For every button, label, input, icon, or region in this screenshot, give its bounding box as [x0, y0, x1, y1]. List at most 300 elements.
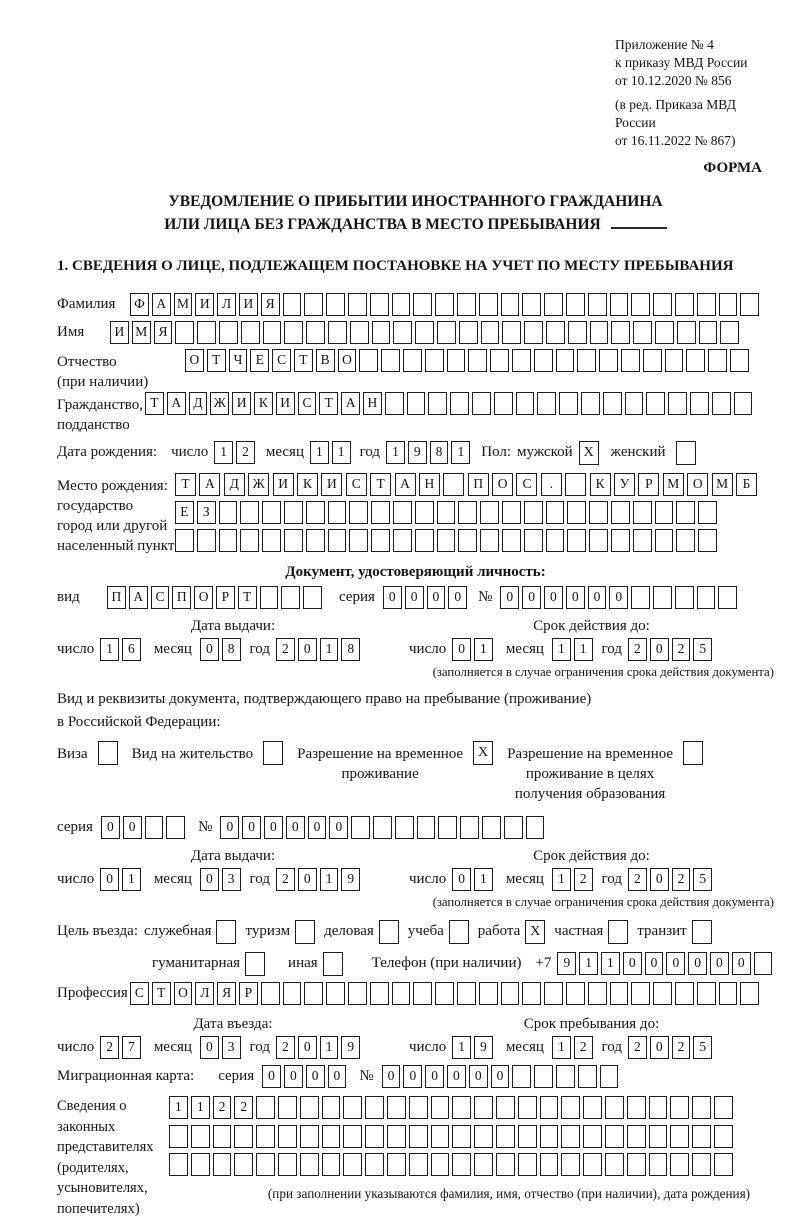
char-cell[interactable]: . [541, 473, 562, 496]
identity-issue-month[interactable] [200, 638, 244, 661]
char-cell[interactable]: Ч [229, 349, 248, 372]
char-cell[interactable]: А [199, 473, 220, 496]
char-cell[interactable] [372, 321, 391, 344]
char-cell[interactable]: Н [363, 392, 382, 415]
char-cell[interactable] [524, 501, 543, 524]
migration-series-field[interactable] [262, 1065, 349, 1088]
char-cell[interactable] [631, 293, 650, 316]
char-cell[interactable]: 0 [688, 952, 707, 975]
char-cell[interactable] [278, 1125, 297, 1148]
char-cell[interactable] [544, 293, 563, 316]
char-cell[interactable]: 2 [574, 868, 593, 891]
char-cell[interactable]: А [167, 392, 186, 415]
identity-valid-day[interactable] [452, 638, 496, 661]
char-cell[interactable]: 1 [574, 638, 593, 661]
char-cell[interactable] [393, 529, 412, 552]
char-cell[interactable]: Р [216, 586, 235, 609]
char-cell[interactable] [437, 501, 456, 524]
char-cell[interactable]: 2 [628, 868, 647, 891]
char-cell[interactable]: И [110, 321, 129, 344]
char-cell[interactable] [459, 321, 478, 344]
char-cell[interactable]: В [316, 349, 335, 372]
char-cell[interactable] [240, 501, 259, 524]
char-cell[interactable]: 0 [262, 1065, 281, 1088]
char-cell[interactable]: М [663, 473, 684, 496]
char-cell[interactable]: Т [370, 473, 391, 496]
char-cell[interactable] [633, 321, 652, 344]
char-cell[interactable]: Н [419, 473, 440, 496]
char-cell[interactable]: М [132, 321, 151, 344]
char-cell[interactable]: А [129, 586, 148, 609]
char-cell[interactable] [740, 293, 759, 316]
char-cell[interactable] [655, 501, 674, 524]
char-cell[interactable] [219, 529, 238, 552]
char-cell[interactable] [387, 1153, 406, 1176]
migration-number-field[interactable] [382, 1065, 622, 1088]
char-cell[interactable] [501, 293, 520, 316]
char-cell[interactable]: 0 [544, 586, 563, 609]
char-cell[interactable]: 0 [623, 952, 642, 975]
char-cell[interactable] [603, 392, 622, 415]
char-cell[interactable] [415, 321, 434, 344]
char-cell[interactable] [578, 1065, 597, 1088]
char-cell[interactable]: 0 [284, 1065, 303, 1088]
char-cell[interactable]: С [151, 586, 170, 609]
patronymic-field[interactable] [185, 349, 752, 372]
char-cell[interactable]: 1 [601, 952, 620, 975]
char-cell[interactable]: 2 [236, 441, 255, 464]
char-cell[interactable] [452, 1153, 471, 1176]
char-cell[interactable]: Т [152, 982, 171, 1005]
char-cell[interactable] [655, 529, 674, 552]
char-cell[interactable] [611, 321, 630, 344]
char-cell[interactable] [234, 1153, 253, 1176]
option-residence-permit-checkbox[interactable] [263, 741, 283, 765]
char-cell[interactable]: 1 [474, 868, 493, 891]
char-cell[interactable] [452, 1125, 471, 1148]
char-cell[interactable] [676, 529, 695, 552]
identity-number-field[interactable] [500, 586, 740, 609]
char-cell[interactable] [565, 473, 586, 496]
char-cell[interactable]: 2 [213, 1096, 232, 1119]
char-cell[interactable] [524, 529, 543, 552]
sex-female-checkbox[interactable] [676, 441, 696, 465]
char-cell[interactable] [304, 982, 323, 1005]
char-cell[interactable]: О [687, 473, 708, 496]
char-cell[interactable]: 1 [100, 638, 119, 661]
char-cell[interactable]: Р [638, 473, 659, 496]
char-cell[interactable] [240, 529, 259, 552]
char-cell[interactable]: 5 [693, 1036, 712, 1059]
char-cell[interactable]: А [152, 293, 171, 316]
char-cell[interactable]: 2 [234, 1096, 253, 1119]
char-cell[interactable]: 0 [710, 952, 729, 975]
char-cell[interactable] [479, 982, 498, 1005]
sex-male-checkbox[interactable]: X [579, 441, 599, 465]
char-cell[interactable] [546, 529, 565, 552]
char-cell[interactable] [625, 392, 644, 415]
char-cell[interactable] [534, 1065, 553, 1088]
char-cell[interactable]: 0 [427, 586, 446, 609]
residence-valid-year[interactable] [628, 868, 715, 891]
char-cell[interactable] [322, 1096, 341, 1119]
char-cell[interactable]: 0 [448, 586, 467, 609]
char-cell[interactable] [692, 1153, 711, 1176]
char-cell[interactable] [262, 501, 281, 524]
char-cell[interactable]: 2 [628, 638, 647, 661]
char-cell[interactable] [234, 1125, 253, 1148]
char-cell[interactable]: 1 [122, 868, 141, 891]
char-cell[interactable]: О [174, 982, 193, 1005]
char-cell[interactable] [556, 349, 575, 372]
char-cell[interactable] [556, 1065, 575, 1088]
char-cell[interactable] [261, 982, 280, 1005]
char-cell[interactable] [754, 952, 773, 975]
identity-issue-day[interactable] [100, 638, 144, 661]
char-cell[interactable]: 1 [386, 441, 405, 464]
char-cell[interactable] [437, 321, 456, 344]
char-cell[interactable] [428, 392, 447, 415]
char-cell[interactable]: 1 [320, 868, 339, 891]
birth-place-row-3[interactable] [175, 529, 760, 552]
char-cell[interactable]: 9 [474, 1036, 493, 1059]
char-cell[interactable] [627, 1153, 646, 1176]
char-cell[interactable] [407, 392, 426, 415]
char-cell[interactable]: 0 [588, 586, 607, 609]
char-cell[interactable]: 2 [672, 638, 691, 661]
char-cell[interactable] [322, 1153, 341, 1176]
char-cell[interactable] [643, 349, 662, 372]
char-cell[interactable] [219, 321, 238, 344]
char-cell[interactable]: 1 [579, 952, 598, 975]
char-cell[interactable] [300, 1153, 319, 1176]
char-cell[interactable] [169, 1153, 188, 1176]
char-cell[interactable] [359, 349, 378, 372]
char-cell[interactable]: 1 [310, 441, 329, 464]
char-cell[interactable]: К [297, 473, 318, 496]
purpose-business-checkbox[interactable] [379, 920, 399, 944]
option-temp-residence-education-checkbox[interactable] [683, 741, 703, 765]
char-cell[interactable] [714, 1096, 733, 1119]
char-cell[interactable] [482, 816, 501, 839]
char-cell[interactable] [343, 1096, 362, 1119]
name-field[interactable] [110, 321, 742, 344]
char-cell[interactable] [256, 1125, 275, 1148]
char-cell[interactable] [708, 349, 727, 372]
char-cell[interactable] [403, 349, 422, 372]
char-cell[interactable] [481, 321, 500, 344]
char-cell[interactable]: Б [736, 473, 757, 496]
char-cell[interactable] [646, 392, 665, 415]
char-cell[interactable] [566, 982, 585, 1005]
char-cell[interactable] [395, 816, 414, 839]
char-cell[interactable]: 0 [452, 638, 471, 661]
char-cell[interactable]: 0 [298, 1036, 317, 1059]
char-cell[interactable]: О [492, 473, 513, 496]
char-cell[interactable] [561, 1096, 580, 1119]
char-cell[interactable] [425, 349, 444, 372]
char-cell[interactable] [692, 1125, 711, 1148]
char-cell[interactable]: 0 [200, 868, 219, 891]
char-cell[interactable]: Я [261, 293, 280, 316]
purpose-study-checkbox[interactable] [449, 920, 469, 944]
char-cell[interactable]: О [194, 586, 213, 609]
char-cell[interactable]: 0 [522, 586, 541, 609]
entry-month[interactable] [200, 1036, 244, 1059]
char-cell[interactable] [524, 321, 543, 344]
char-cell[interactable] [260, 586, 279, 609]
char-cell[interactable] [326, 982, 345, 1005]
char-cell[interactable] [417, 816, 436, 839]
char-cell[interactable] [415, 529, 434, 552]
char-cell[interactable] [413, 982, 432, 1005]
char-cell[interactable] [166, 816, 185, 839]
char-cell[interactable] [283, 982, 302, 1005]
char-cell[interactable]: 0 [452, 868, 471, 891]
char-cell[interactable] [589, 501, 608, 524]
char-cell[interactable] [371, 501, 390, 524]
purpose-transit-checkbox[interactable] [692, 920, 712, 944]
char-cell[interactable]: Ж [210, 392, 229, 415]
char-cell[interactable] [502, 321, 521, 344]
char-cell[interactable]: 0 [609, 586, 628, 609]
char-cell[interactable]: 0 [329, 816, 348, 839]
residence-number-field[interactable] [220, 816, 547, 839]
char-cell[interactable] [588, 982, 607, 1005]
char-cell[interactable]: 1 [191, 1096, 210, 1119]
char-cell[interactable] [175, 321, 194, 344]
char-cell[interactable] [559, 392, 578, 415]
char-cell[interactable] [610, 293, 629, 316]
char-cell[interactable] [169, 1125, 188, 1148]
char-cell[interactable] [633, 529, 652, 552]
char-cell[interactable] [387, 1096, 406, 1119]
char-cell[interactable] [328, 501, 347, 524]
entry-day[interactable] [100, 1036, 144, 1059]
char-cell[interactable]: 9 [341, 1036, 360, 1059]
char-cell[interactable] [714, 1125, 733, 1148]
representatives-row-1[interactable] [169, 1096, 789, 1119]
char-cell[interactable]: 8 [430, 441, 449, 464]
char-cell[interactable]: 2 [672, 1036, 691, 1059]
char-cell[interactable]: 2 [574, 1036, 593, 1059]
residence-series-field[interactable] [101, 816, 188, 839]
char-cell[interactable] [633, 501, 652, 524]
citizenship-field[interactable] [145, 392, 755, 415]
char-cell[interactable] [480, 529, 499, 552]
char-cell[interactable] [431, 1125, 450, 1148]
char-cell[interactable] [546, 321, 565, 344]
char-cell[interactable]: 1 [320, 638, 339, 661]
char-cell[interactable] [718, 586, 737, 609]
char-cell[interactable] [281, 586, 300, 609]
char-cell[interactable]: Т [207, 349, 226, 372]
char-cell[interactable] [677, 321, 696, 344]
char-cell[interactable]: 0 [298, 638, 317, 661]
char-cell[interactable] [343, 1125, 362, 1148]
char-cell[interactable] [392, 982, 411, 1005]
char-cell[interactable] [474, 1096, 493, 1119]
char-cell[interactable] [670, 1153, 689, 1176]
char-cell[interactable] [568, 321, 587, 344]
char-cell[interactable]: Д [189, 392, 208, 415]
char-cell[interactable] [496, 1096, 515, 1119]
char-cell[interactable]: С [272, 349, 291, 372]
char-cell[interactable] [665, 349, 684, 372]
char-cell[interactable]: 0 [425, 1065, 444, 1088]
purpose-official-checkbox[interactable] [216, 920, 236, 944]
char-cell[interactable]: 0 [666, 952, 685, 975]
surname-field[interactable] [130, 293, 762, 316]
char-cell[interactable]: З [197, 501, 216, 524]
char-cell[interactable] [581, 392, 600, 415]
char-cell[interactable]: П [172, 586, 191, 609]
char-cell[interactable] [349, 501, 368, 524]
char-cell[interactable] [590, 321, 609, 344]
char-cell[interactable] [191, 1153, 210, 1176]
birth-day-field[interactable] [214, 441, 258, 464]
char-cell[interactable] [348, 293, 367, 316]
char-cell[interactable]: 0 [101, 816, 120, 839]
char-cell[interactable]: С [346, 473, 367, 496]
char-cell[interactable] [370, 293, 389, 316]
identity-valid-year[interactable] [628, 638, 715, 661]
residence-valid-month[interactable] [552, 868, 596, 891]
char-cell[interactable]: 1 [474, 638, 493, 661]
char-cell[interactable] [653, 982, 672, 1005]
char-cell[interactable]: 0 [100, 868, 119, 891]
stay-day[interactable] [452, 1036, 496, 1059]
char-cell[interactable] [387, 1125, 406, 1148]
char-cell[interactable]: 0 [328, 1065, 347, 1088]
identity-type-field[interactable] [107, 586, 325, 609]
char-cell[interactable] [381, 349, 400, 372]
char-cell[interactable] [306, 501, 325, 524]
residence-issue-year[interactable] [276, 868, 363, 891]
char-cell[interactable] [566, 293, 585, 316]
char-cell[interactable]: 0 [123, 816, 142, 839]
char-cell[interactable] [631, 586, 650, 609]
char-cell[interactable] [175, 529, 194, 552]
char-cell[interactable]: 0 [650, 638, 669, 661]
char-cell[interactable]: Я [217, 982, 236, 1005]
char-cell[interactable] [631, 982, 650, 1005]
char-cell[interactable] [518, 1153, 537, 1176]
char-cell[interactable] [649, 1125, 668, 1148]
char-cell[interactable]: 0 [200, 638, 219, 661]
char-cell[interactable]: И [239, 293, 258, 316]
char-cell[interactable] [719, 982, 738, 1005]
char-cell[interactable] [278, 1096, 297, 1119]
birth-place-row-1[interactable] [175, 473, 760, 496]
char-cell[interactable] [300, 1125, 319, 1148]
char-cell[interactable] [686, 349, 705, 372]
char-cell[interactable] [583, 1153, 602, 1176]
char-cell[interactable] [284, 501, 303, 524]
char-cell[interactable] [730, 349, 749, 372]
char-cell[interactable] [605, 1096, 624, 1119]
char-cell[interactable]: 1 [552, 868, 571, 891]
char-cell[interactable]: П [107, 586, 126, 609]
char-cell[interactable]: 0 [405, 586, 424, 609]
char-cell[interactable]: К [590, 473, 611, 496]
purpose-private-checkbox[interactable] [608, 920, 628, 944]
profession-field[interactable] [130, 982, 762, 1005]
char-cell[interactable] [697, 586, 716, 609]
phone-field[interactable] [557, 952, 775, 975]
char-cell[interactable] [714, 1153, 733, 1176]
representatives-row-2[interactable] [169, 1125, 789, 1148]
char-cell[interactable] [670, 1096, 689, 1119]
char-cell[interactable] [653, 586, 672, 609]
char-cell[interactable] [740, 982, 759, 1005]
char-cell[interactable]: Ж [248, 473, 269, 496]
purpose-work-checkbox[interactable]: X [525, 920, 545, 944]
char-cell[interactable]: Е [250, 349, 269, 372]
char-cell[interactable] [490, 349, 509, 372]
char-cell[interactable] [526, 816, 545, 839]
char-cell[interactable] [668, 392, 687, 415]
char-cell[interactable] [300, 1096, 319, 1119]
char-cell[interactable]: И [321, 473, 342, 496]
char-cell[interactable] [675, 293, 694, 316]
char-cell[interactable]: А [341, 392, 360, 415]
char-cell[interactable] [303, 586, 322, 609]
char-cell[interactable]: 0 [469, 1065, 488, 1088]
char-cell[interactable]: Е [175, 501, 194, 524]
char-cell[interactable] [734, 392, 753, 415]
char-cell[interactable] [393, 501, 412, 524]
char-cell[interactable] [670, 1125, 689, 1148]
char-cell[interactable]: 0 [308, 816, 327, 839]
purpose-tourism-checkbox[interactable] [295, 920, 315, 944]
char-cell[interactable] [219, 501, 238, 524]
char-cell[interactable] [600, 1065, 619, 1088]
char-cell[interactable] [621, 349, 640, 372]
char-cell[interactable]: 2 [672, 868, 691, 891]
char-cell[interactable]: С [298, 392, 317, 415]
char-cell[interactable]: С [516, 473, 537, 496]
char-cell[interactable]: 1 [332, 441, 351, 464]
char-cell[interactable] [605, 1125, 624, 1148]
stay-year[interactable] [628, 1036, 715, 1059]
char-cell[interactable] [611, 501, 630, 524]
char-cell[interactable]: И [195, 293, 214, 316]
char-cell[interactable] [472, 392, 491, 415]
stay-month[interactable] [552, 1036, 596, 1059]
char-cell[interactable] [501, 982, 520, 1005]
char-cell[interactable]: Р [239, 982, 258, 1005]
representatives-row-3[interactable] [169, 1153, 789, 1176]
char-cell[interactable] [385, 392, 404, 415]
char-cell[interactable] [191, 1125, 210, 1148]
char-cell[interactable] [322, 1125, 341, 1148]
char-cell[interactable] [627, 1125, 646, 1148]
char-cell[interactable] [468, 349, 487, 372]
char-cell[interactable] [561, 1125, 580, 1148]
char-cell[interactable] [457, 293, 476, 316]
char-cell[interactable] [393, 321, 412, 344]
char-cell[interactable] [540, 1125, 559, 1148]
char-cell[interactable] [546, 501, 565, 524]
residence-valid-day[interactable] [452, 868, 496, 891]
char-cell[interactable] [567, 501, 586, 524]
char-cell[interactable]: 9 [408, 441, 427, 464]
char-cell[interactable]: 0 [298, 868, 317, 891]
char-cell[interactable] [371, 529, 390, 552]
char-cell[interactable] [306, 529, 325, 552]
char-cell[interactable] [583, 1096, 602, 1119]
